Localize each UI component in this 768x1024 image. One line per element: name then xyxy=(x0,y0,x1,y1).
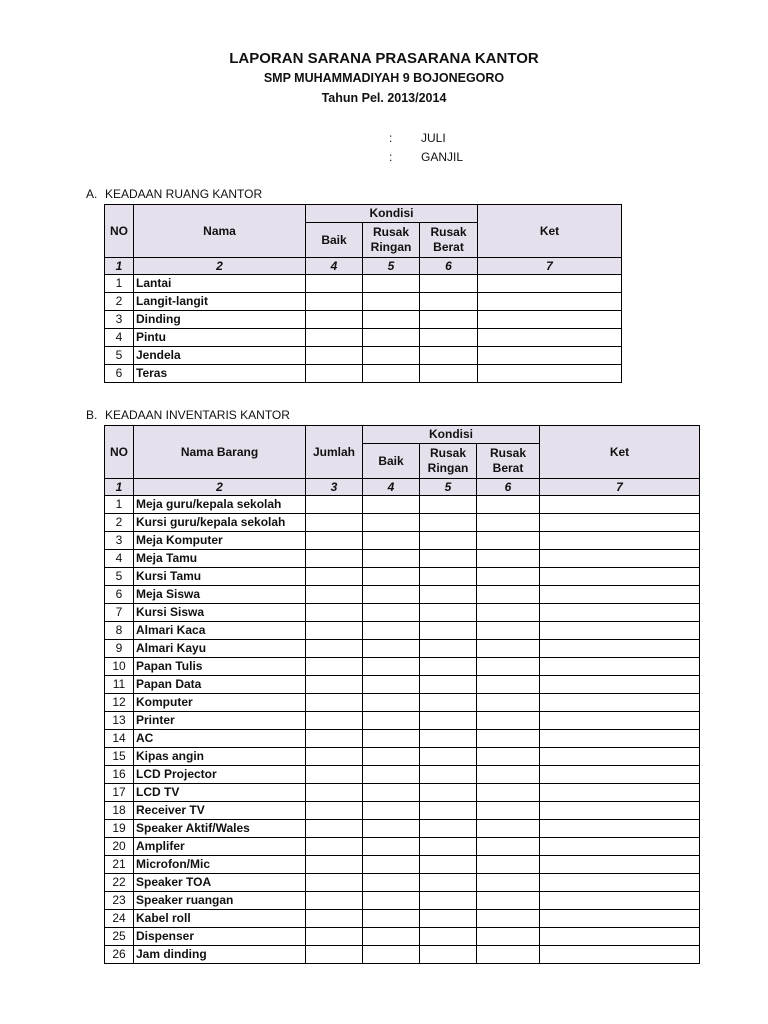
office-room-table xyxy=(104,204,622,383)
empty-cell xyxy=(540,946,700,964)
empty-cell xyxy=(420,365,478,383)
empty-cell xyxy=(363,910,420,928)
table-row xyxy=(105,748,700,766)
empty-cell xyxy=(363,874,420,892)
empty-cell xyxy=(420,730,477,748)
section-b-title: KEADAAN INVENTARIS KANTOR xyxy=(105,408,290,422)
empty-cell xyxy=(477,550,540,568)
empty-cell xyxy=(420,892,477,910)
table-row xyxy=(105,766,700,784)
table-row xyxy=(105,586,700,604)
index-cell: 3 xyxy=(306,479,363,496)
item-name: Meja Tamu xyxy=(134,550,306,568)
empty-cell xyxy=(363,748,420,766)
row-number: 26 xyxy=(105,946,134,964)
empty-cell xyxy=(540,748,700,766)
empty-cell xyxy=(306,568,363,586)
empty-cell xyxy=(478,329,622,347)
empty-cell xyxy=(540,784,700,802)
empty-cell xyxy=(363,766,420,784)
empty-cell xyxy=(420,293,478,311)
table-row xyxy=(105,347,622,365)
empty-cell xyxy=(540,496,700,514)
empty-cell xyxy=(306,712,363,730)
empty-cell xyxy=(477,622,540,640)
office-inventory-table xyxy=(104,425,700,964)
index-cell: 2 xyxy=(134,479,306,496)
empty-cell xyxy=(477,892,540,910)
empty-cell xyxy=(306,946,363,964)
row-number: 7 xyxy=(105,604,134,622)
empty-cell xyxy=(363,275,420,293)
header-no: NO xyxy=(105,426,134,479)
empty-cell xyxy=(477,568,540,586)
item-name: Meja Siswa xyxy=(134,586,306,604)
empty-cell xyxy=(306,676,363,694)
header-kondisi: Kondisi xyxy=(306,205,478,223)
empty-cell xyxy=(477,802,540,820)
item-name: Kursi guru/kepala sekolah xyxy=(134,514,306,532)
table-row xyxy=(105,275,622,293)
empty-cell xyxy=(306,514,363,532)
empty-cell xyxy=(363,586,420,604)
item-name: Langit-langit xyxy=(134,293,306,311)
empty-cell xyxy=(540,604,700,622)
table-row xyxy=(105,694,700,712)
row-number: 8 xyxy=(105,622,134,640)
item-name: Kabel roll xyxy=(134,910,306,928)
empty-cell xyxy=(363,856,420,874)
empty-cell xyxy=(420,820,477,838)
empty-cell xyxy=(540,838,700,856)
index-cell: 4 xyxy=(363,479,420,496)
empty-cell xyxy=(420,784,477,802)
row-number: 21 xyxy=(105,856,134,874)
empty-cell xyxy=(477,838,540,856)
item-name: Meja Komputer xyxy=(134,532,306,550)
row-number: 15 xyxy=(105,748,134,766)
index-cell: 2 xyxy=(134,258,306,275)
empty-cell xyxy=(420,329,478,347)
empty-cell xyxy=(420,568,477,586)
empty-cell xyxy=(306,622,363,640)
empty-cell xyxy=(306,784,363,802)
empty-cell xyxy=(420,311,478,329)
table-row xyxy=(105,365,622,383)
empty-cell xyxy=(420,275,478,293)
empty-cell xyxy=(306,802,363,820)
empty-cell xyxy=(363,568,420,586)
empty-cell xyxy=(306,658,363,676)
item-name: Teras xyxy=(134,365,306,383)
empty-cell xyxy=(477,676,540,694)
empty-cell xyxy=(540,694,700,712)
empty-cell xyxy=(540,928,700,946)
table-row xyxy=(105,676,700,694)
table-row xyxy=(105,329,622,347)
table-row xyxy=(105,514,700,532)
empty-cell xyxy=(363,550,420,568)
empty-cell xyxy=(306,748,363,766)
table-row xyxy=(105,730,700,748)
empty-cell xyxy=(477,946,540,964)
empty-cell xyxy=(478,293,622,311)
empty-cell xyxy=(540,712,700,730)
empty-cell xyxy=(420,550,477,568)
empty-cell xyxy=(306,892,363,910)
header-rusak-berat: Rusak Berat xyxy=(420,223,478,258)
empty-cell xyxy=(477,910,540,928)
empty-cell xyxy=(477,820,540,838)
table-row xyxy=(105,910,700,928)
table-row xyxy=(105,802,700,820)
empty-cell xyxy=(420,910,477,928)
row-number: 1 xyxy=(105,496,134,514)
empty-cell xyxy=(420,622,477,640)
empty-cell xyxy=(420,658,477,676)
empty-cell xyxy=(306,586,363,604)
row-number: 4 xyxy=(105,550,134,568)
empty-cell xyxy=(420,874,477,892)
empty-cell xyxy=(420,748,477,766)
empty-cell xyxy=(477,928,540,946)
empty-cell xyxy=(363,694,420,712)
header-kondisi: Kondisi xyxy=(363,426,540,444)
table-row xyxy=(105,658,700,676)
index-cell: 5 xyxy=(420,479,477,496)
item-name: Almari Kaca xyxy=(134,622,306,640)
row-number: 20 xyxy=(105,838,134,856)
section-a-heading xyxy=(86,187,262,201)
empty-cell xyxy=(477,784,540,802)
empty-cell xyxy=(477,640,540,658)
table-row xyxy=(105,856,700,874)
row-number: 19 xyxy=(105,820,134,838)
header-name: Nama xyxy=(134,205,306,258)
item-name: Komputer xyxy=(134,694,306,712)
empty-cell xyxy=(477,586,540,604)
section-a-title: KEADAAN RUANG KANTOR xyxy=(105,187,263,201)
empty-cell xyxy=(363,347,420,365)
empty-cell xyxy=(420,928,477,946)
item-name: Almari Kayu xyxy=(134,640,306,658)
empty-cell xyxy=(420,766,477,784)
empty-cell xyxy=(420,838,477,856)
index-cell: 4 xyxy=(306,258,363,275)
empty-cell xyxy=(306,293,363,311)
item-name: Receiver TV xyxy=(134,802,306,820)
empty-cell xyxy=(420,676,477,694)
row-number: 5 xyxy=(105,347,134,365)
empty-cell xyxy=(540,532,700,550)
empty-cell xyxy=(363,622,420,640)
empty-cell xyxy=(306,347,363,365)
header-baik: Baik xyxy=(306,223,363,258)
row-number: 11 xyxy=(105,676,134,694)
table-row xyxy=(105,622,700,640)
item-name: Dinding xyxy=(134,311,306,329)
empty-cell xyxy=(363,514,420,532)
item-name: Speaker TOA xyxy=(134,874,306,892)
table-row xyxy=(105,874,700,892)
empty-cell xyxy=(420,640,477,658)
empty-cell xyxy=(540,550,700,568)
item-name: Amplifer xyxy=(134,838,306,856)
empty-cell xyxy=(420,694,477,712)
empty-cell xyxy=(540,640,700,658)
empty-cell xyxy=(363,658,420,676)
item-name: Speaker Aktif/Wales xyxy=(134,820,306,838)
table-row xyxy=(105,928,700,946)
item-name: Microfon/Mic xyxy=(134,856,306,874)
row-number: 23 xyxy=(105,892,134,910)
empty-cell xyxy=(420,514,477,532)
row-number: 18 xyxy=(105,802,134,820)
empty-cell xyxy=(478,365,622,383)
header-rusak-ringan: Rusak Ringan xyxy=(420,444,477,479)
empty-cell xyxy=(477,730,540,748)
item-name: Kipas angin xyxy=(134,748,306,766)
index-cell: 1 xyxy=(105,258,134,275)
header-no: NO xyxy=(105,205,134,258)
item-name: Lantai xyxy=(134,275,306,293)
empty-cell xyxy=(363,820,420,838)
table-row xyxy=(105,532,700,550)
empty-cell xyxy=(306,640,363,658)
empty-cell xyxy=(420,496,477,514)
table-row xyxy=(105,604,700,622)
empty-cell xyxy=(363,293,420,311)
empty-cell xyxy=(477,658,540,676)
empty-cell xyxy=(540,874,700,892)
item-name: Jam dinding xyxy=(134,946,306,964)
row-number: 6 xyxy=(105,586,134,604)
empty-cell xyxy=(306,550,363,568)
empty-cell xyxy=(306,856,363,874)
table-row xyxy=(105,550,700,568)
empty-cell xyxy=(363,676,420,694)
table-row xyxy=(105,712,700,730)
empty-cell xyxy=(420,946,477,964)
empty-cell xyxy=(363,640,420,658)
section-b-heading xyxy=(86,408,290,422)
table-row xyxy=(105,784,700,802)
table-row xyxy=(105,311,622,329)
item-name: Meja guru/kepala sekolah xyxy=(134,496,306,514)
empty-cell xyxy=(477,694,540,712)
row-number: 16 xyxy=(105,766,134,784)
item-name: Papan Data xyxy=(134,676,306,694)
semester-line xyxy=(389,150,463,164)
row-number: 9 xyxy=(105,640,134,658)
item-name: Printer xyxy=(134,712,306,730)
row-number: 1 xyxy=(105,275,134,293)
header-ket: Ket xyxy=(478,205,622,258)
row-number: 5 xyxy=(105,568,134,586)
empty-cell xyxy=(477,532,540,550)
report-title: LAPORAN SARANA PRASARANA KANTOR xyxy=(229,50,539,67)
empty-cell xyxy=(540,676,700,694)
index-cell: 1 xyxy=(105,479,134,496)
semester-value: GANJIL xyxy=(421,150,464,164)
empty-cell xyxy=(363,946,420,964)
item-name: Dispenser xyxy=(134,928,306,946)
empty-cell xyxy=(477,514,540,532)
column-index-row xyxy=(105,258,622,275)
empty-cell xyxy=(363,802,420,820)
empty-cell xyxy=(306,910,363,928)
empty-cell xyxy=(306,329,363,347)
empty-cell xyxy=(363,838,420,856)
section-b-letter: B. xyxy=(86,408,98,422)
empty-cell xyxy=(540,910,700,928)
table-row xyxy=(105,838,700,856)
empty-cell xyxy=(478,347,622,365)
school-year: Tahun Pel. 2013/2014 xyxy=(321,91,447,105)
empty-cell xyxy=(540,766,700,784)
empty-cell xyxy=(478,275,622,293)
item-name: LCD TV xyxy=(134,784,306,802)
table-row xyxy=(105,568,700,586)
table-row xyxy=(105,892,700,910)
empty-cell xyxy=(540,730,700,748)
index-cell: 7 xyxy=(478,258,622,275)
empty-cell xyxy=(540,514,700,532)
empty-cell xyxy=(363,311,420,329)
empty-cell xyxy=(363,730,420,748)
table-row xyxy=(105,640,700,658)
row-number: 24 xyxy=(105,910,134,928)
header-name: Nama Barang xyxy=(134,426,306,479)
empty-cell xyxy=(420,532,477,550)
empty-cell xyxy=(477,874,540,892)
empty-cell xyxy=(477,496,540,514)
row-number: 10 xyxy=(105,658,134,676)
empty-cell xyxy=(363,496,420,514)
empty-cell xyxy=(306,365,363,383)
header-rusak-ringan: Rusak Ringan xyxy=(363,223,420,258)
empty-cell xyxy=(306,532,363,550)
empty-cell xyxy=(477,604,540,622)
semester-separator: : xyxy=(389,150,393,164)
item-name: Pintu xyxy=(134,329,306,347)
month-separator: : xyxy=(389,131,393,145)
empty-cell xyxy=(363,365,420,383)
month-value: JULI xyxy=(421,131,446,145)
header-jumlah: Jumlah xyxy=(306,426,363,479)
empty-cell xyxy=(306,730,363,748)
row-number: 12 xyxy=(105,694,134,712)
empty-cell xyxy=(540,568,700,586)
table-row xyxy=(105,946,700,964)
index-cell: 7 xyxy=(540,479,700,496)
item-name: AC xyxy=(134,730,306,748)
empty-cell xyxy=(306,874,363,892)
empty-cell xyxy=(363,712,420,730)
empty-cell xyxy=(306,496,363,514)
school-name: SMP MUHAMMADIYAH 9 BOJONEGORO xyxy=(263,71,505,85)
row-number: 22 xyxy=(105,874,134,892)
empty-cell xyxy=(363,928,420,946)
empty-cell xyxy=(420,604,477,622)
empty-cell xyxy=(363,329,420,347)
empty-cell xyxy=(363,892,420,910)
item-name: Papan Tulis xyxy=(134,658,306,676)
row-number: 3 xyxy=(105,311,134,329)
row-number: 25 xyxy=(105,928,134,946)
empty-cell xyxy=(363,784,420,802)
month-line xyxy=(389,131,446,145)
empty-cell xyxy=(306,604,363,622)
item-name: Kursi Siswa xyxy=(134,604,306,622)
row-number: 17 xyxy=(105,784,134,802)
empty-cell xyxy=(477,766,540,784)
item-name: LCD Projector xyxy=(134,766,306,784)
row-number: 2 xyxy=(105,514,134,532)
header-ket: Ket xyxy=(540,426,700,479)
empty-cell xyxy=(363,532,420,550)
item-name: Speaker ruangan xyxy=(134,892,306,910)
row-number: 6 xyxy=(105,365,134,383)
item-name: Kursi Tamu xyxy=(134,568,306,586)
header-baik: Baik xyxy=(363,444,420,479)
empty-cell xyxy=(306,766,363,784)
empty-cell xyxy=(420,802,477,820)
empty-cell xyxy=(540,802,700,820)
empty-cell xyxy=(540,622,700,640)
row-number: 2 xyxy=(105,293,134,311)
empty-cell xyxy=(420,347,478,365)
empty-cell xyxy=(477,712,540,730)
empty-cell xyxy=(420,856,477,874)
row-number: 3 xyxy=(105,532,134,550)
empty-cell xyxy=(306,694,363,712)
empty-cell xyxy=(420,586,477,604)
empty-cell xyxy=(306,928,363,946)
index-cell: 6 xyxy=(420,258,478,275)
empty-cell xyxy=(306,820,363,838)
empty-cell xyxy=(477,748,540,766)
table-row xyxy=(105,496,700,514)
table-row xyxy=(105,293,622,311)
empty-cell xyxy=(420,712,477,730)
table-row xyxy=(105,820,700,838)
empty-cell xyxy=(540,856,700,874)
row-number: 14 xyxy=(105,730,134,748)
row-number: 4 xyxy=(105,329,134,347)
empty-cell xyxy=(478,311,622,329)
empty-cell xyxy=(363,604,420,622)
empty-cell xyxy=(306,275,363,293)
index-cell: 6 xyxy=(477,479,540,496)
header-rusak-berat: Rusak Berat xyxy=(477,444,540,479)
section-a-letter: A. xyxy=(86,187,98,201)
column-index-row xyxy=(105,479,700,496)
empty-cell xyxy=(540,820,700,838)
empty-cell xyxy=(540,586,700,604)
index-cell: 5 xyxy=(363,258,420,275)
empty-cell xyxy=(306,311,363,329)
empty-cell xyxy=(306,838,363,856)
row-number: 13 xyxy=(105,712,134,730)
empty-cell xyxy=(540,658,700,676)
item-name: Jendela xyxy=(134,347,306,365)
empty-cell xyxy=(477,856,540,874)
empty-cell xyxy=(540,892,700,910)
